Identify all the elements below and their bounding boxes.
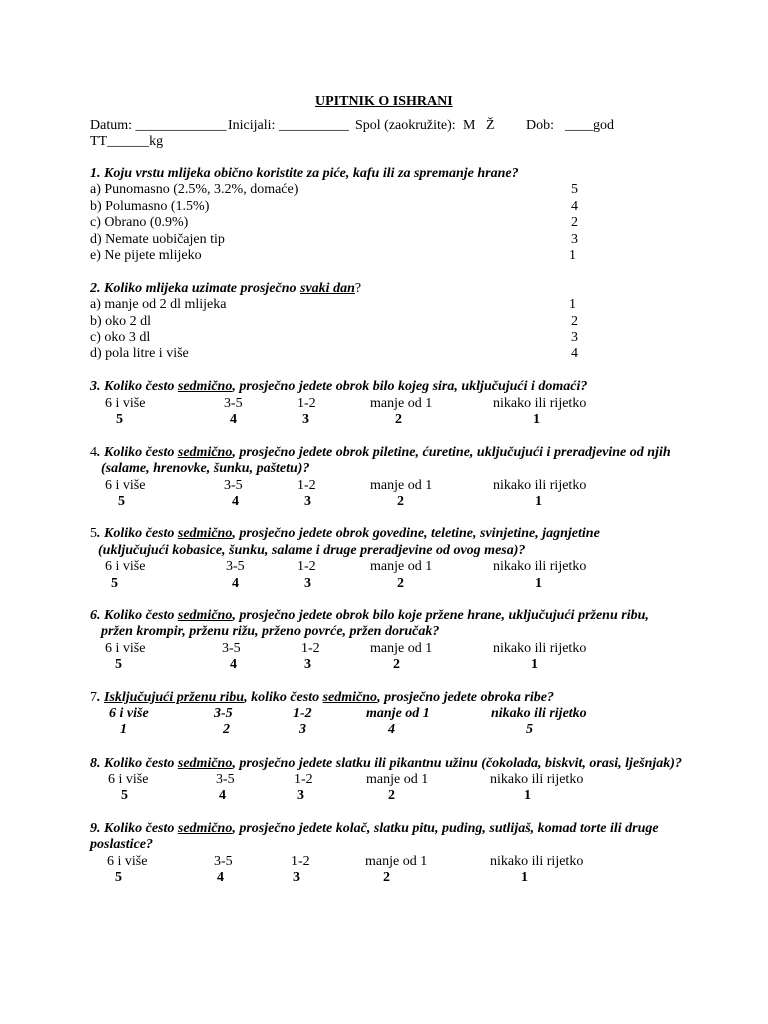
q1-option-label: b) Polumasno (1.5%) (90, 199, 210, 214)
q2-option-label: d) pola litre i više (90, 346, 189, 361)
q7-freq-label: 3-5 (214, 706, 233, 721)
q1-option-label: c) Obrano (0.9%) (90, 215, 189, 230)
q1-option-score: 1 (569, 248, 576, 263)
q3-freq-label: 6 i više (105, 396, 146, 411)
spol-option-m[interactable]: M (463, 118, 476, 133)
q5-freq-label: nikako ili rijetko (493, 559, 587, 574)
question-6-text: 6. Koliko često sedmično, prosječno jedete obrok bilo koje pržene hrane, uključujući prženu ribu, (90, 608, 649, 623)
q6-score[interactable]: 4 (230, 657, 237, 672)
q5-freq-label: 3-5 (226, 559, 245, 574)
q3-score[interactable]: 4 (230, 412, 237, 427)
q2-option-score: 3 (571, 330, 578, 345)
q4-freq-label: 1-2 (297, 478, 316, 493)
q7-freq-label: 6 i više (109, 706, 149, 721)
q9-freq-label: 3-5 (214, 854, 233, 869)
q3-score[interactable]: 3 (302, 412, 309, 427)
q4-score[interactable]: 1 (535, 494, 542, 509)
q7-freq-label: nikako ili rijetko (491, 706, 587, 721)
q2-option-score: 4 (571, 346, 578, 361)
q7-score[interactable]: 1 (120, 722, 127, 737)
dob-label: Dob: (526, 118, 554, 133)
q4-score[interactable]: 3 (304, 494, 311, 509)
q1-option-label: a) Punomasno (2.5%, 3.2%, domaće) (90, 182, 299, 197)
q2-option-label: b) oko 2 dl (90, 314, 152, 329)
q5-freq-label: 1-2 (297, 559, 316, 574)
q8-score[interactable]: 1 (524, 788, 531, 803)
q7-freq-label: 1-2 (293, 706, 312, 721)
question-5-text: 5. Koliko često sedmično, prosječno jedete obrok govedine, teletine, svinjetine, jagnjetine (90, 526, 600, 541)
q9-score[interactable]: 2 (383, 870, 390, 885)
q3-freq-label: nikako ili rijetko (493, 396, 587, 411)
q8-score[interactable]: 4 (219, 788, 226, 803)
q8-freq-label: 3-5 (216, 772, 235, 787)
question-1-text: 1. Koju vrstu mlijeka obično koristite za piće, kafu ili za spremanje hrane? (90, 166, 519, 181)
q6-score[interactable]: 1 (531, 657, 538, 672)
question-8-text: 8. Koliko često sedmično, prosječno jedete slatku ili pikantnu užinu (čokolada, biskvit, orasi, lješnjak)? (90, 756, 682, 771)
question-9-text: 9. Koliko često sedmično, prosječno jedete kolač, slatku pitu, puding, sutlijaš, komad torte ili druge (90, 821, 659, 836)
q6-freq-label: 1-2 (301, 641, 320, 656)
q9-freq-label: manje od 1 (365, 854, 428, 869)
q3-freq-label: 1-2 (297, 396, 316, 411)
q7-freq-label: manje od 1 (366, 706, 430, 721)
q8-score[interactable]: 2 (388, 788, 395, 803)
question-9-text-cont: poslastice? (90, 837, 153, 852)
tt-field[interactable]: TT______kg (90, 134, 164, 149)
q1-option-score: 3 (571, 232, 578, 247)
q5-freq-label: 6 i više (105, 559, 146, 574)
dob-field[interactable]: ____god (565, 118, 614, 133)
q8-score[interactable]: 5 (121, 788, 128, 803)
q4-freq-label: manje od 1 (370, 478, 433, 493)
q6-score[interactable]: 3 (304, 657, 311, 672)
q6-score[interactable]: 5 (115, 657, 122, 672)
q2-option-label: a) manje od 2 dl mlijeka (90, 297, 227, 312)
q4-score[interactable]: 5 (118, 494, 125, 509)
q9-score[interactable]: 1 (521, 870, 528, 885)
q4-score[interactable]: 2 (397, 494, 404, 509)
q2-option-score: 2 (571, 314, 578, 329)
inicijali-field[interactable]: Inicijali: __________ (228, 118, 349, 133)
q5-score[interactable]: 1 (535, 576, 542, 591)
q4-score[interactable]: 4 (232, 494, 239, 509)
q1-option-score: 2 (571, 215, 578, 230)
q6-freq-label: manje od 1 (370, 641, 433, 656)
spol-label: Spol (zaokružite): (355, 118, 456, 133)
q8-freq-label: nikako ili rijetko (490, 772, 584, 787)
question-6-text-cont: pržen krompir, prženu rižu, prženo povrće, pržen doručak? (101, 624, 440, 639)
page-title: UPITNIK O ISHRANI (315, 94, 453, 109)
q1-option-label: d) Nemate uobičajen tip (90, 232, 225, 247)
question-7-text: 7. Isključujući prženu ribu, koliko često sedmično, prosječno jedete obroka ribe? (90, 690, 554, 705)
q5-score[interactable]: 5 (111, 576, 118, 591)
q4-freq-label: nikako ili rijetko (493, 478, 587, 493)
q8-freq-label: 6 i više (108, 772, 149, 787)
q6-freq-label: nikako ili rijetko (493, 641, 587, 656)
q9-freq-label: 6 i više (107, 854, 148, 869)
question-5-text-cont: (uključujući kobasice, šunku, salame i druge preradjevine od ovog mesa)? (98, 543, 526, 558)
q4-freq-label: 3-5 (224, 478, 243, 493)
q1-option-score: 5 (571, 182, 578, 197)
q9-freq-label: 1-2 (291, 854, 310, 869)
q7-score[interactable]: 4 (388, 722, 395, 737)
q8-freq-label: manje od 1 (366, 772, 429, 787)
q8-score[interactable]: 3 (297, 788, 304, 803)
q6-score[interactable]: 2 (393, 657, 400, 672)
q7-score[interactable]: 3 (299, 722, 306, 737)
datum-field[interactable]: Datum: _____________ (90, 118, 227, 133)
q5-score[interactable]: 3 (304, 576, 311, 591)
q9-freq-label: nikako ili rijetko (490, 854, 584, 869)
q3-score[interactable]: 2 (395, 412, 402, 427)
q3-score[interactable]: 5 (116, 412, 123, 427)
question-4-text-cont: (salame, hrenovke, šunku, paštetu)? (101, 461, 310, 476)
q1-option-score: 4 (571, 199, 578, 214)
q7-score[interactable]: 2 (223, 722, 230, 737)
q3-score[interactable]: 1 (533, 412, 540, 427)
q2-option-label: c) oko 3 dl (90, 330, 151, 345)
question-4-text: 4. Koliko često sedmično, prosječno jedete obrok piletine, ćuretine, uključujući i preradjevine od njih (90, 445, 671, 460)
q9-score[interactable]: 5 (115, 870, 122, 885)
spol-option-z[interactable]: Ž (486, 118, 495, 133)
q7-score[interactable]: 5 (526, 722, 533, 737)
q3-freq-label: manje od 1 (370, 396, 433, 411)
q5-score[interactable]: 4 (232, 576, 239, 591)
q8-freq-label: 1-2 (294, 772, 313, 787)
q9-score[interactable]: 3 (293, 870, 300, 885)
q4-freq-label: 6 i više (105, 478, 146, 493)
question-2-text: 2. Koliko mlijeka uzimate prosječno svaki dan? (90, 281, 362, 296)
q6-freq-label: 3-5 (222, 641, 241, 656)
q5-score[interactable]: 2 (397, 576, 404, 591)
q3-freq-label: 3-5 (224, 396, 243, 411)
q1-option-label: e) Ne pijete mlijeko (90, 248, 202, 263)
q2-option-score: 1 (569, 297, 576, 312)
q6-freq-label: 6 i više (105, 641, 146, 656)
q9-score[interactable]: 4 (217, 870, 224, 885)
q5-freq-label: manje od 1 (370, 559, 433, 574)
question-3-text: 3. Koliko često sedmično, prosječno jedete obrok bilo kojeg sira, uključujući i domaći? (90, 379, 588, 394)
